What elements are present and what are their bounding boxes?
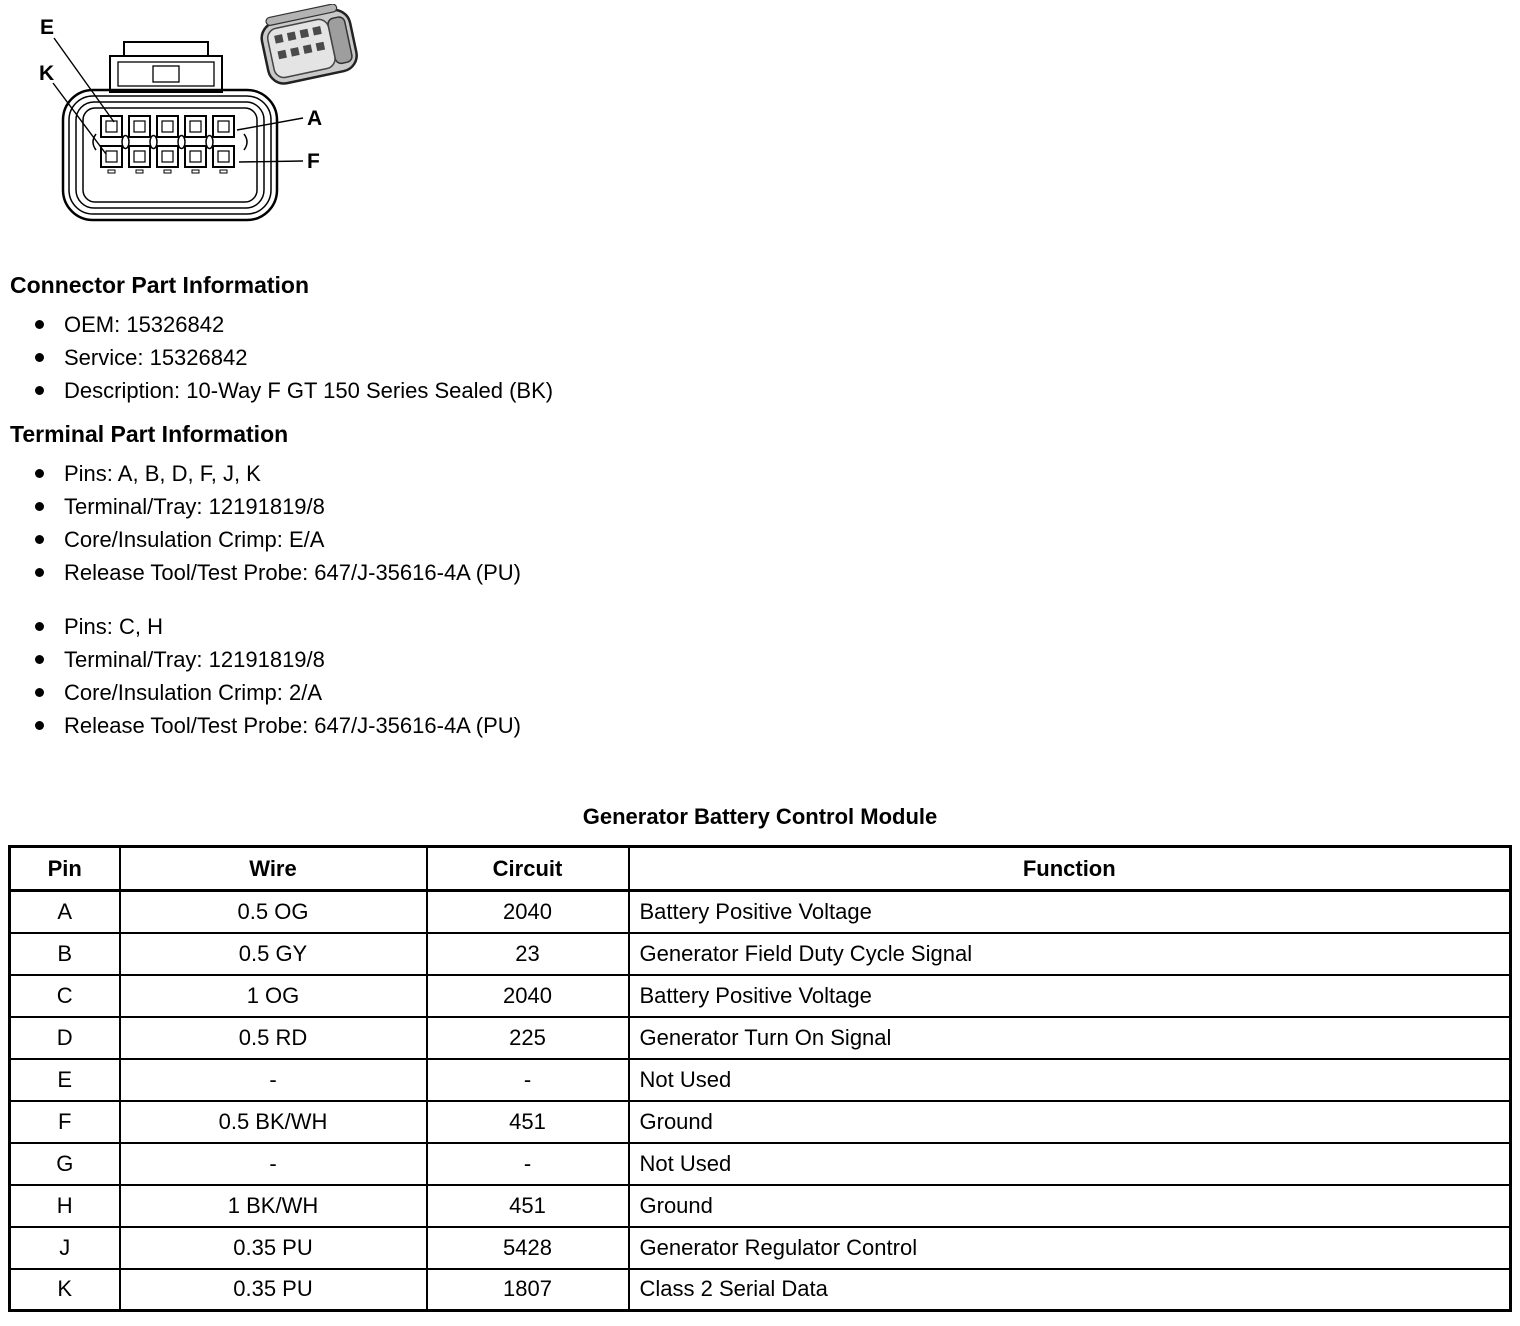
header-circuit: Circuit xyxy=(427,847,629,891)
terminal-info-item: Core/Insulation Crimp: 2/A xyxy=(0,676,1520,709)
table-row xyxy=(10,1059,1511,1101)
function-cell: Class 2 Serial Data xyxy=(629,1269,1511,1311)
pin-cell: D xyxy=(10,1017,120,1059)
table-row xyxy=(10,1185,1511,1227)
wire-cell: - xyxy=(120,1143,427,1185)
wire-cell: 0.5 RD xyxy=(120,1017,427,1059)
function-cell: Generator Turn On Signal xyxy=(629,1017,1511,1059)
function-cell: Not Used xyxy=(629,1143,1511,1185)
terminal-info-group-1 xyxy=(0,457,1520,589)
connector-latch xyxy=(110,42,222,92)
connector-3d-view xyxy=(257,4,359,86)
header-function: Function xyxy=(629,847,1511,891)
table-row xyxy=(10,891,1511,933)
wire-cell: - xyxy=(120,1059,427,1101)
table-row xyxy=(10,975,1511,1017)
table-row xyxy=(10,1143,1511,1185)
header-wire: Wire xyxy=(120,847,427,891)
page xyxy=(0,4,1520,1326)
connector-info-item: Description: 10-Way F GT 150 Series Sealed (BK) xyxy=(0,374,1520,407)
table-title: Generator Battery Control Module xyxy=(582,804,938,829)
function-cell: Battery Positive Voltage xyxy=(629,891,1511,933)
function-cell: Ground xyxy=(629,1185,1511,1227)
pin-label-a: A xyxy=(307,107,323,130)
header-pin: Pin xyxy=(10,847,120,891)
circuit-cell: - xyxy=(427,1143,629,1185)
circuit-cell: 1807 xyxy=(427,1269,629,1311)
wire-cell: 0.35 PU xyxy=(120,1269,427,1311)
circuit-cell: 2040 xyxy=(427,975,629,1017)
terminal-info-item: Release Tool/Test Probe: 647/J-35616-4A (PU) xyxy=(0,709,1520,742)
wire-cell: 1 BK/WH xyxy=(120,1185,427,1227)
pin-label-k: K xyxy=(39,62,55,85)
circuit-cell: 5428 xyxy=(427,1227,629,1269)
connector-face-view xyxy=(63,90,277,220)
circuit-cell: 451 xyxy=(427,1101,629,1143)
pin-cell: J xyxy=(10,1227,120,1269)
terminal-info-item: Terminal/Tray: 12191819/8 xyxy=(0,643,1520,676)
table-row xyxy=(10,1101,1511,1143)
pin-grid xyxy=(101,116,234,173)
connector-info-heading: Connector Part Information xyxy=(10,272,310,298)
function-cell: Not Used xyxy=(629,1059,1511,1101)
terminal-info-item: Core/Insulation Crimp: E/A xyxy=(0,523,1520,556)
pin-cell: A xyxy=(10,891,120,933)
connector-info-item: OEM: 15326842 xyxy=(0,308,1520,341)
terminal-info-item: Release Tool/Test Probe: 647/J-35616-4A (PU) xyxy=(0,556,1520,589)
table-row xyxy=(10,1227,1511,1269)
pin-cell: E xyxy=(10,1059,120,1101)
table-row xyxy=(10,933,1511,975)
table-body xyxy=(10,891,1511,1311)
function-cell: Generator Field Duty Cycle Signal xyxy=(629,933,1511,975)
circuit-cell: - xyxy=(427,1059,629,1101)
terminal-info-heading: Terminal Part Information xyxy=(10,421,289,447)
table-row xyxy=(10,1269,1511,1311)
pin-cell: G xyxy=(10,1143,120,1185)
terminal-info-item: Terminal/Tray: 12191819/8 xyxy=(0,490,1520,523)
pin-cell: B xyxy=(10,933,120,975)
pin-cell: H xyxy=(10,1185,120,1227)
connector-diagram xyxy=(6,4,370,248)
pin-label-f: F xyxy=(307,150,320,173)
wire-cell: 0.5 GY xyxy=(120,933,427,975)
terminal-info-item: Pins: A, B, D, F, J, K xyxy=(0,457,1520,490)
circuit-cell: 2040 xyxy=(427,891,629,933)
wire-cell: 1 OG xyxy=(120,975,427,1017)
terminal-info-item: Pins: C, H xyxy=(0,610,1520,643)
connector-info-list xyxy=(0,308,1520,407)
function-cell: Battery Positive Voltage xyxy=(629,975,1511,1017)
table-row xyxy=(10,1017,1511,1059)
connector-info-item: Service: 15326842 xyxy=(0,341,1520,374)
circuit-cell: 225 xyxy=(427,1017,629,1059)
wire-cell: 0.35 PU xyxy=(120,1227,427,1269)
pinout-table xyxy=(8,845,1512,1312)
pin-label-e: E xyxy=(40,16,55,39)
pin-cell: C xyxy=(10,975,120,1017)
circuit-cell: 451 xyxy=(427,1185,629,1227)
pin-cell: F xyxy=(10,1101,120,1143)
pin-cell: K xyxy=(10,1269,120,1311)
circuit-cell: 23 xyxy=(427,933,629,975)
function-cell: Generator Regulator Control xyxy=(629,1227,1511,1269)
wire-cell: 0.5 OG xyxy=(120,891,427,933)
function-cell: Ground xyxy=(629,1101,1511,1143)
wire-cell: 0.5 BK/WH xyxy=(120,1101,427,1143)
table-header-row xyxy=(10,847,1511,891)
terminal-info-group-2 xyxy=(0,610,1520,742)
